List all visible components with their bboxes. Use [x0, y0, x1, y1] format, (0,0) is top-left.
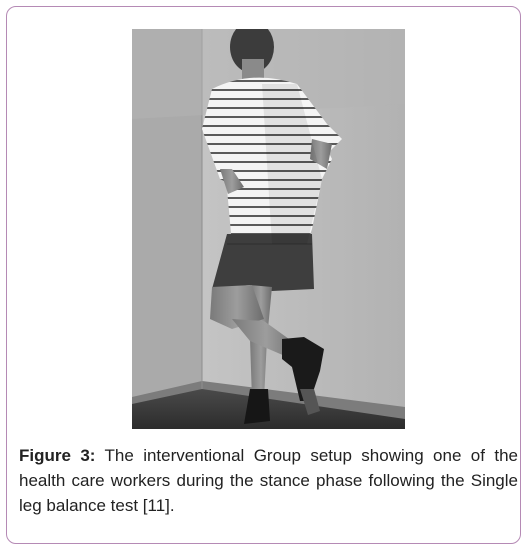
single-leg-balance-photo [132, 29, 405, 429]
figure-caption [19, 443, 518, 518]
figure-caption-text: The interventional Group setup showing one of the health care workers during the stance phase following the Single leg balance test [11]. [19, 446, 518, 515]
figure-label: Figure 3: [19, 446, 96, 465]
figure-frame [6, 6, 521, 544]
figure-photo [132, 29, 405, 429]
